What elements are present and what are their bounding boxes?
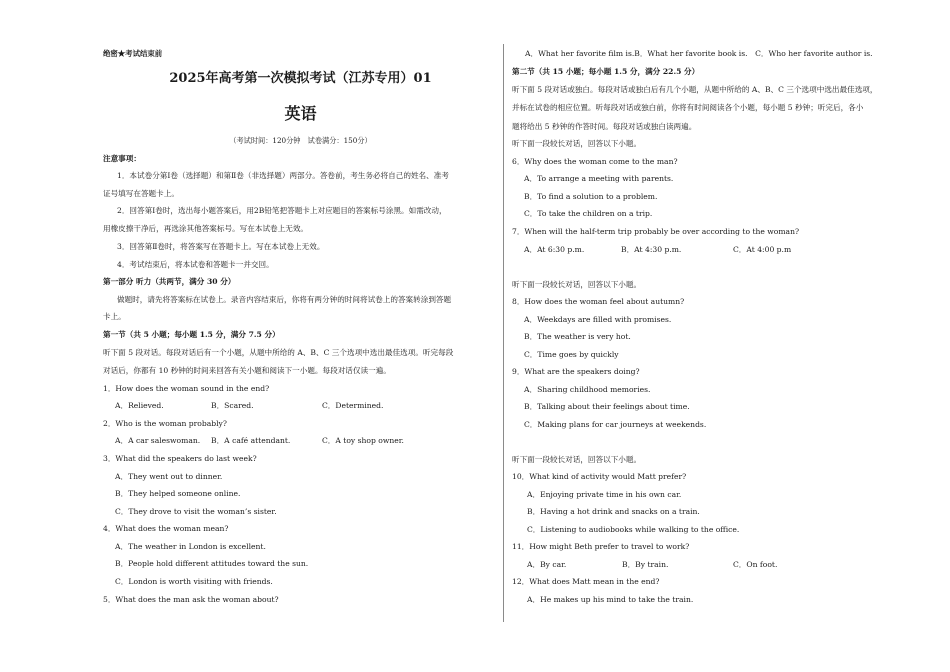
notice-item-1: 1．本试卷分第Ⅰ卷（选择题）和第Ⅱ卷（非选择题）两部分。答卷前，考生务必将自己的姓名、准考 xyxy=(117,171,449,180)
notice-item-2-cont: 用橡皮擦干净后，再选涂其他答案标号。写在本试卷上无效。 xyxy=(103,224,309,233)
question-2: 2．Who is the woman probably? xyxy=(103,419,227,428)
q10-option-c: C．Listening to audiobooks while walking to the office. xyxy=(527,525,740,534)
q1-option-c: C．Determined. xyxy=(322,401,384,410)
q1-option-b: B．Scared. xyxy=(211,401,254,410)
q4-option-a: A．The weather in London is excellent. xyxy=(115,542,266,551)
listen-instruction-2: 听下面一段较长对话，回答以下小题。 xyxy=(512,280,642,289)
notice-item-3: 3．回答第Ⅱ卷时，将答案写在答题卡上。写在本试卷上无效。 xyxy=(117,242,325,251)
q4-option-c: C．London is worth visiting with friends. xyxy=(115,577,273,586)
q7-option-c: C．At 4:00 p.m xyxy=(733,245,792,254)
subject-title: 英语 xyxy=(284,104,317,123)
question-1: 1．How does the woman sound in the end? xyxy=(103,384,270,393)
q3-option-c: C．They drove to visit the woman’s sister. xyxy=(115,507,277,516)
section2-intro: 听下面 5 段对话或独白。每段对话或独白后有几个小题，从题中所给的 A、B、C 三个选项中选出最佳选项， xyxy=(512,85,878,94)
question-4: 4．What does the woman mean? xyxy=(103,524,229,533)
part1-heading: 第一部分 听力（共两节，满分 30 分） xyxy=(103,277,236,286)
q9-option-c: C．Making plans for car journeys at weekends. xyxy=(524,420,707,429)
q11-option-c: C．On foot. xyxy=(733,560,778,569)
section1-heading: 第一节（共 5 小题；每小题 1.5 分，满分 7.5 分） xyxy=(103,330,280,339)
column-divider xyxy=(503,44,504,622)
exam-info: （考试时间：120分钟 试卷满分：150分） xyxy=(229,136,372,145)
question-8: 8．How does the woman feel about autumn? xyxy=(512,297,685,306)
question-9: 9．What are the speakers doing? xyxy=(512,367,640,376)
notice-heading: 注意事项： xyxy=(103,154,141,163)
confidential-label: 绝密★考试结束前 xyxy=(103,49,163,58)
q9-option-a: A．Sharing childhood memories. xyxy=(524,385,651,394)
question-11: 11．How might Beth prefer to travel to work? xyxy=(512,542,690,551)
section2-intro-cont-2: 题将给出 5 秒钟的作答时间。每段对话或独白读两遍。 xyxy=(512,122,697,131)
question-12: 12．What does Matt mean in the end? xyxy=(512,577,660,586)
section2-intro-cont-1: 并标在试卷的相应位置。听每段对话或独白前，你将有时间阅读各个小题，每小题 5 秒钟；听完后，各小 xyxy=(512,103,864,112)
q11-option-b: B．By train. xyxy=(622,560,669,569)
q8-option-b: B．The weather is very hot. xyxy=(524,332,631,341)
question-3: 3．What did the speakers do last week? xyxy=(103,454,257,463)
notice-item-2: 2．回答第Ⅰ卷时，选出每小题答案后，用2B铅笔把答题卡上对应题目的答案标号涂黑。如需改动， xyxy=(117,206,447,215)
notice-item-4: 4．考试结束后，将本试卷和答题卡一并交回。 xyxy=(117,260,274,269)
q4-option-b: B．People hold different attitudes toward the sun. xyxy=(115,559,309,568)
q2-option-c: C．A toy shop owner. xyxy=(322,436,404,445)
q3-option-b: B．They helped someone online. xyxy=(115,489,241,498)
section2-heading: 第二节（共 15 小题；每小题 1.5 分，满分 22.5 分） xyxy=(512,67,700,76)
q1-option-a: A．Relieved. xyxy=(115,401,164,410)
q9-option-b: B．Talking about their feelings about time. xyxy=(524,402,690,411)
q7-option-b: B．At 4:30 p.m. xyxy=(621,245,682,254)
listen-instruction-1: 听下面一段较长对话，回答以下小题。 xyxy=(512,139,642,148)
q7-option-a: A．At 6:30 p.m. xyxy=(524,245,585,254)
q8-option-c: C．Time goes by quickly xyxy=(524,350,619,359)
exam-title: 2025年高考第一次模拟考试（江苏专用）01 xyxy=(169,71,432,86)
q8-option-a: A．Weekdays are filled with promises. xyxy=(524,315,672,324)
notice-item-1-cont: 证号填写在答题卡上。 xyxy=(103,189,179,198)
q2-option-b: B．A café attendant. xyxy=(211,436,291,445)
q6-option-a: A．To arrange a meeting with parents. xyxy=(524,174,674,183)
q10-option-b: B．Having a hot drink and snacks on a train. xyxy=(527,507,700,516)
section1-intro: 听下面 5 段对话。每段对话后有一个小题，从题中所给的 A、B、C 三个选项中选出最佳选项。听完每段 xyxy=(103,348,454,357)
question-10: 10．What kind of activity would Matt prefer? xyxy=(512,472,687,481)
q6-option-c: C．To take the children on a trip. xyxy=(524,209,653,218)
question-5: 5．What does the man ask the woman about? xyxy=(103,595,279,604)
part1-intro-cont: 卡上。 xyxy=(103,312,126,321)
question-7: 7．When will the half-term trip probably be over according to the woman? xyxy=(512,227,800,236)
question-6: 6．Why does the woman come to the man? xyxy=(512,157,678,166)
part1-intro: 做题时，请先将答案标在试卷上。录音内容结束后，你将有两分钟的时间将试卷上的答案转涂到答题 xyxy=(117,295,452,304)
listen-instruction-3: 听下面一段较长对话，回答以下小题。 xyxy=(512,455,642,464)
q11-option-a: A．By car. xyxy=(527,560,567,569)
q6-option-b: B．To find a solution to a problem. xyxy=(524,192,658,201)
section1-intro-cont: 对话后，你都有 10 秒钟的时间来回答有关小题和阅读下一小题。每段对话仅读一遍。 xyxy=(103,366,391,375)
q3-option-a: A．They went out to dinner. xyxy=(115,472,223,481)
q2-option-a: A．A car saleswoman. xyxy=(115,436,201,445)
q12-option-a: A．He makes up his mind to take the train. xyxy=(527,595,694,604)
q10-option-a: A．Enjoying private time in his own car. xyxy=(527,490,682,499)
q5-options: A．What her favorite film is.B．What her favorite book is. C．Who her favorite author is. xyxy=(525,49,873,58)
